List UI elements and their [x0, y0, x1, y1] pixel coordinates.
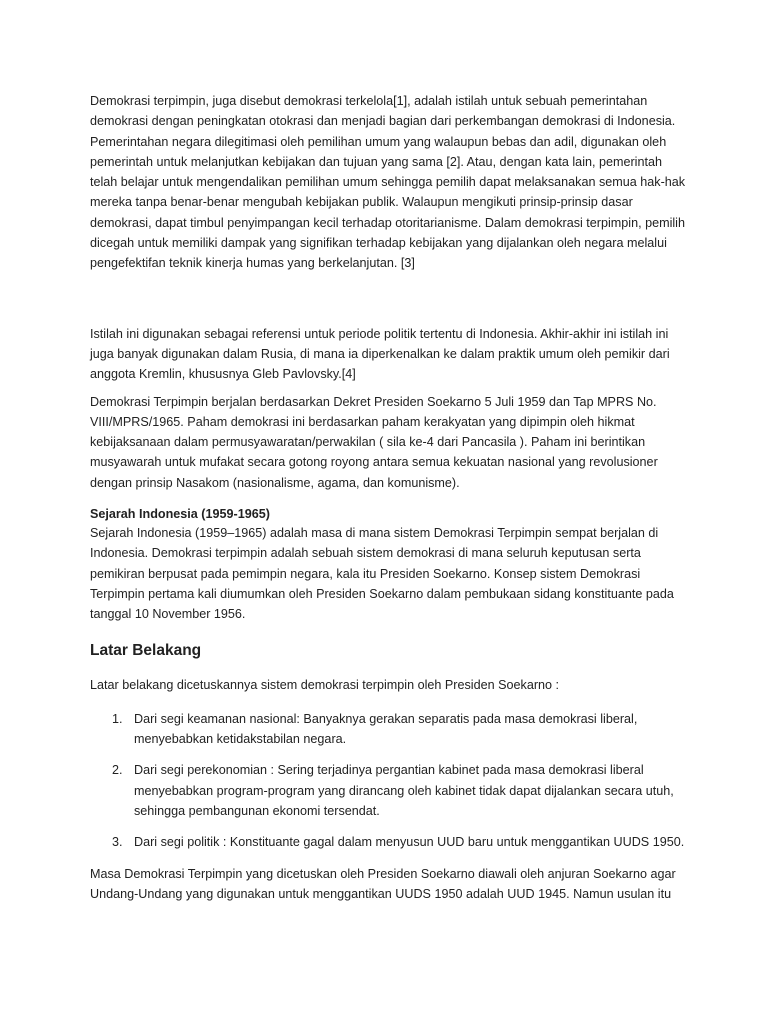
paragraph-istilah: Istilah ini digunakan sebagai referensi untuk periode politik tertentu di Indonesia. Akhir-akhir ini istilah ini juga banyak digunakan dalam Rusia, di mana ia diperkenalkan ke dalam praktik umum oleh pemikir dari anggota Kremlin, khususnya Gleb Pavlovsky.[4]: [90, 326, 670, 382]
paragraph-masa-demokrasi: Masa Demokrasi Terpimpin yang dicetuskan oleh Presiden Soekarno diawali oleh anjuran Soekarno agar Undang-Undang yang digunakan untuk menggantikan UUDS 1950 adalah UUD 1945. Namun usulan itu: [90, 866, 676, 901]
list-item-number: 1.: [112, 711, 123, 726]
reasons-list: [90, 709, 688, 853]
list-item: [90, 709, 688, 750]
list-item: [90, 832, 688, 852]
list-item-text: Dari segi perekonomian : Sering terjadinya pergantian kabinet pada masa demokrasi liberal menyebabkan program-program yang dirancang oleh kabinet tidak dapat dijalankan secara utuh, sehingga pembangunan ekonomi tersendat.: [134, 763, 674, 819]
list-item-number: 2.: [112, 763, 123, 778]
heading-latar-belakang: Latar Belakang: [90, 641, 202, 659]
paragraph-demokrasi-terpimpin: Demokrasi terpimpin, juga disebut demokrasi terkelola[1], adalah istilah untuk sebuah pemerintahan demokrasi dengan peningkatan otokrasi dan menjadi bagian dari perkembangan demokrasi di Indonesia. Pemerintahan negara dilegitimasi oleh pemilihan umum yang walaupun bebas dan adil, digunakan oleh pemerintah untuk melanjutkan kebijakan dan tujuan yang sama [2]. Atau, dengan kata lain, pemerintah telah belajar untuk mengendalikan pemilihan umum sehingga pemilih dapat melaksanakan semua hak-hak mereka tanpa benar-benar mengubah kebijakan publik. Walaupun mengikuti prinsip-prinsip dasar demokrasi, dapat timbul penyimpangan kecil terhadap otoritarianisme. Dalam demokrasi terpimpin, pemilih dicegah untuk memiliki dampak yang signifikan terhadap kebijakan yang dijalankan oleh negara melalui pengefektifan teknik kinerja humas yang berkelanjutan. [3]: [90, 94, 686, 271]
paragraph-dekret: Demokrasi Terpimpin berjalan berdasarkan Dekret Presiden Soekarno 5 Juli 1959 dan Tap MPRS No. VIII/MPRS/1965. Paham demokrasi ini berdasarkan paham kerakyatan yang dipimpin oleh hikmat kebijaksanaan dalam permusyawaratan/perwakilan ( sila ke-4 dari Pancasila ). Paham ini berintikan musyawarah untuk mufakat secara gotong royong antara semua kekuatan nasional yang revolusioner dengan prinsip Nasakom (nasionalisme, agama, dan komunisme).: [90, 394, 658, 490]
list-item: [90, 760, 688, 821]
paragraph-sejarah: Sejarah Indonesia (1959–1965) adalah masa di mana sistem Demokrasi Terpimpin sempat berjalan di Indonesia. Demokrasi terpimpin adalah sebuah sistem demokrasi di mana seluruh keputusan serta pemikiran berpusat pada pemimpin negara, kala itu Presiden Soekarno. Konsep sistem Demokrasi Terpimpin pertama kali diumumkan oleh Presiden Soekarno dalam pembukaan sidang konstituante pada tanggal 10 November 1956.: [90, 526, 674, 622]
sub-heading-sejarah: Sejarah Indonesia (1959-1965): [90, 507, 270, 522]
list-item-number: 3.: [112, 835, 123, 850]
list-item-text: Dari segi keamanan nasional: Banyaknya gerakan separatis pada masa demokrasi liberal, menyebabkan ketidakstabilan negara.: [134, 711, 638, 747]
paragraph-latar-intro: Latar belakang dicetuskannya sistem demokrasi terpimpin oleh Presiden Soekarno :: [90, 677, 560, 692]
list-item-text: Dari segi politik : Konstituante gagal dalam menyusun UUD baru untuk menggantikan UUDS 1950.: [134, 835, 685, 850]
